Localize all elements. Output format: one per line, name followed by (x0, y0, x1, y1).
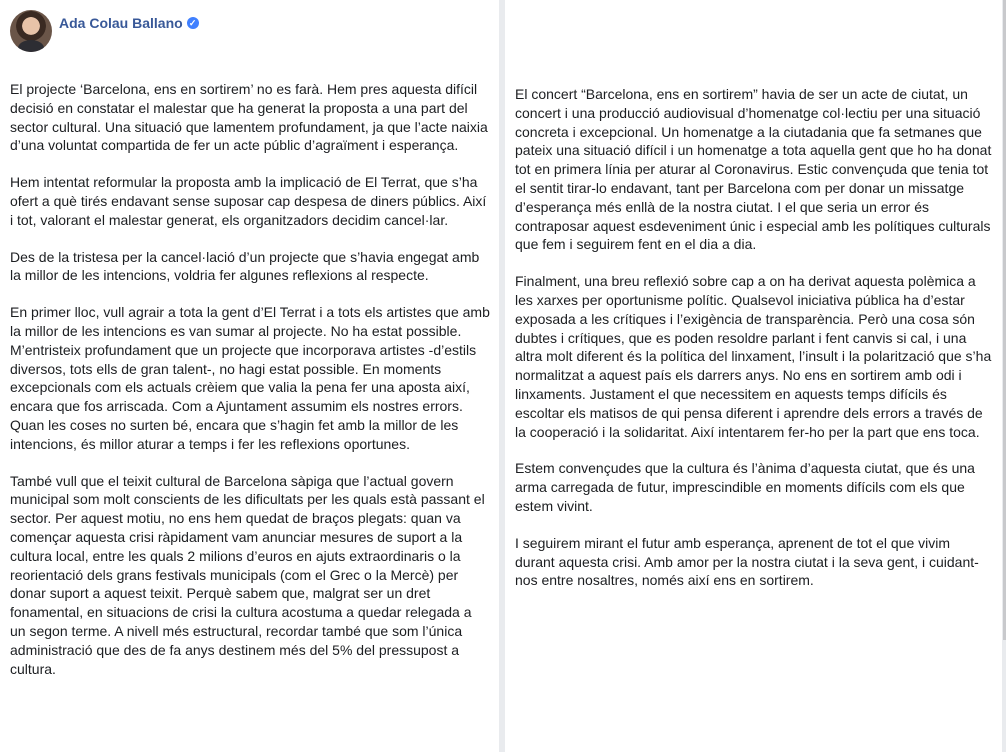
author-name[interactable]: Ada Colau Ballano (59, 15, 183, 31)
paragraph: Des de la tristesa per la cancel·lació d’un projecte que s’havia engegat amb la millor de les intencions, voldria fer algunes reflexions al respecte. (10, 248, 480, 284)
paragraph: Finalment, una breu reflexió sobre cap a on ha derivat aquesta polèmica a les xarxes per oportunisme polític. Qualsevol iniciativa pública ha d’estar exposada a les crítiques i l’exigència de transparència. Però una cosa són dubtes i crítiques, que es poden resoldre parlant i fent canvis si cal, i una altra molt diferent és la política del linxament, l’insult i la polarització que s’ha normalitzat a aquest país els darrers anys. No ens en sortirem amb odi i linxaments. Justament el que necessitem en aquests temps difícils és escoltar els matisos de qui pensa diferent i aprendre dels errors a través de la cooperació i la solidaritat. Així intentarem fer-ho per la part que ens toca. (515, 273, 992, 440)
paragraph: I seguirem mirant el futur amb esperança, aprenent de tot el que vivim durant aquesta crisi. Amb amor per la nostra ciutat i la seva gent, i cuidant-nos entre nosaltres, només així ens en sortirem. (515, 534, 979, 589)
paragraph: També vull que el teixit cultural de Barcelona sàpiga que l’actual govern municipal som molt conscients de les dificultats per les quals està passant el sector. Per aquest motiu, no ens hem quedat de braços plegats: quan va començar aquesta crisi ràpidament vam anunciar mesures de suport a la cultura local, entre les quals 2 milions d’euros en ajuts extraordinaris o la reorientació dels grans festivals municipals (com el Grec o la Mercè) per donar suport a aquest teixit. Perquè sabem que, malgrat ser un dret fonamental, en situacions de crisi la cultura acostuma a quedar relegada a un segon terme. A nivell més estructural, recordar també que som l’única administració que des de fa anys destinem més del 5% del pressupost a cultura. (10, 472, 485, 677)
post-panel-left (0, 0, 499, 752)
verified-badge-icon: ✓ (187, 17, 199, 29)
post-header (10, 10, 199, 54)
paragraph: En primer lloc, vull agrair a tota la gent d’El Terrat i a tots els artistes que amb la millor de les intencions es van sumar al projecte. No ha estat possible. M’entristeix profundament que un projecte que incorporava artistes -d’estils diversos, tots ells de gran talent-, no hagi estat possible. En moments excepcionals com els actuals crèiem que valia la pena fer una aposta així, encara que fos arriscada. Com a Ajuntament assumim els nostres errors. Quan les coses no surten bé, encara que s’hagin fet amb la millor de les intencions, és millor aturar a temps i fer les reflexions oportunes. (10, 304, 490, 452)
paragraph: El projecte ‘Barcelona, ens en sortirem’ no es farà. Hem pres aquesta difícil decisió en constatar el malestar que ha generat la proposta a una part del sector cultural. Una situació que lamentem profundament, ja que l’acte naixia d’una voluntat compartida de fer un acte públic d’agraïment i esperança. (10, 81, 488, 154)
post-body-left (10, 80, 490, 696)
paragraph: Estem convençudes que la cultura és l’ànima d’aquesta ciutat, que és una arma carregada de futur, imprescindible en moments difícils com els que estem vivint. (515, 460, 975, 514)
author-avatar[interactable] (10, 10, 52, 52)
paragraph: Hem intentat reformular la proposta amb la implicació de El Terrat, que s’ha ofert a què tirés endavant sense suposar cap despesa de diners públics. Així i tot, valorant el malestar generat, els organitzadors decidim cancel·lar. (10, 174, 487, 228)
author-name-row (59, 15, 199, 31)
paragraph: El concert “Barcelona, ens en sortirem” havia de ser un acte de ciutat, un concert i una producció audiovisual d’homenatge col·lectiu per una situació concreta i excepcional. Un homenatge a la ciutadania que fa setmanes que pateix una situació difícil i un homenatge a tota aquella gent que ho ha donat tot en primera línia per aturar al Coronavirus. Estic convençuda que tenia tot el sentit tirar-lo endavant, tant per Barcelona com per donar un missatge d’esperança més enllà de la nostra ciutat. I el que seria un error és contraposar aquest esdeveniment únic i especial amb les polítiques culturals que fem i seguirem fent en el dia a dia. (515, 86, 992, 253)
post-panel-right (505, 0, 1002, 752)
post-body-right (515, 85, 993, 608)
